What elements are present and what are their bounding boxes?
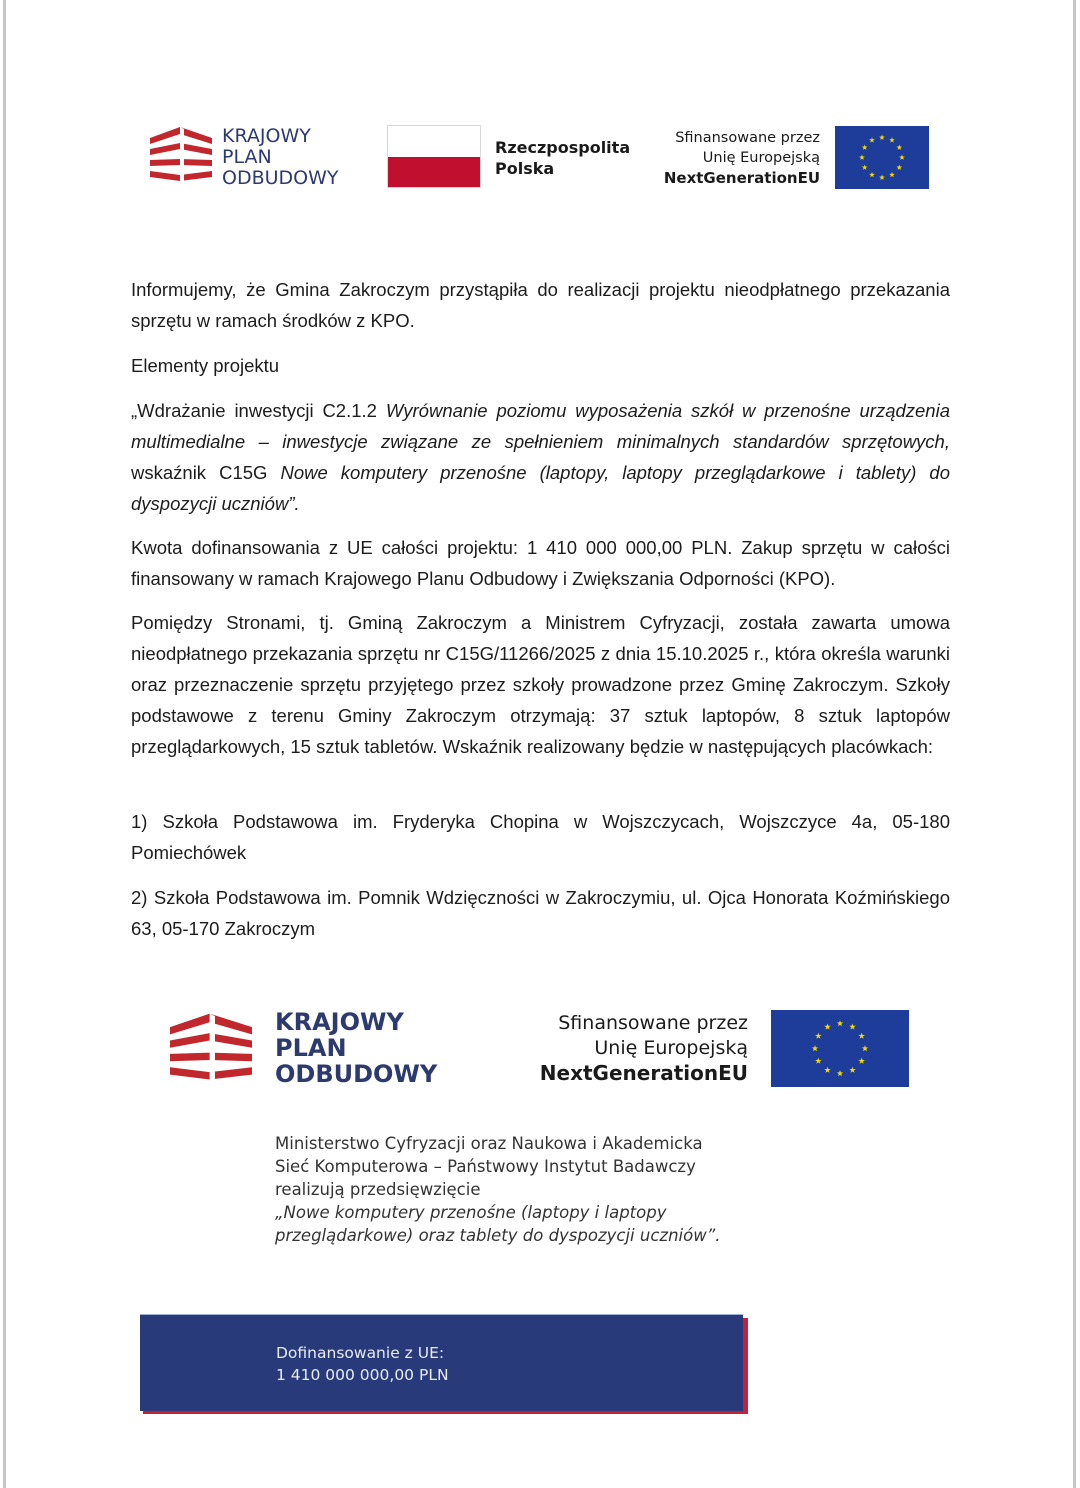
- funding-text: Kwota dofinansowania z UE całości projektu: 1 410 000 000,00 PLN. Zakup sprzętu w całości finansowany w ramach Krajowego Planu Odbudowy i Zwiększania Odporności (KPO).: [131, 537, 950, 589]
- eu-line-3: NextGenerationEU: [663, 169, 820, 187]
- eu-line-2: Unię Europejską: [702, 150, 820, 166]
- kpo-logo-text: [222, 126, 339, 189]
- polish-flag-icon: [387, 125, 481, 188]
- agreement-paragraph: [131, 607, 950, 762]
- kpo-line-3: ODBUDOWY: [222, 167, 339, 189]
- funding-paragraph: [131, 532, 950, 594]
- intro-text: Informujemy, że Gmina Zakroczym przystąpiła do realizacji projektu nieodpłatnego przekazania sprzętu w ramach środków z KPO.: [131, 279, 950, 331]
- section-heading-text: Elementy projektu: [131, 355, 280, 376]
- agreement-text: Pomiędzy Stronami, tj. Gminą Zakroczym a Ministrem Cyfryzacji, została zawarta umowa nieodpłatnego przekazania sprzętu nr C15G/11266/2025 z dnia 15.10.2025 r., która określa warunki oraz przeznaczenie sprzętu przyjętego przez szkoły prowadzone przez Gminę Zakroczym. Szkoły podstawowe z terenu Gminy Zakroczym otrzymają: 37 sztuk laptopów, 8 sztuk laptopów przeglądarkowych, 15 sztuk tabletów. Wskaźnik realizowany będzie w następujących placówkach:: [131, 612, 950, 757]
- page-edge-left: [3, 0, 6, 1488]
- quote-investment-title: Wyrównanie poziomu wyposażenia szkół w przenośne urządzenia multimedialne – inwestycje związane ze spełnieniem minimalnych standardów sprzętowych,: [131, 400, 950, 452]
- section-heading: [131, 350, 950, 381]
- quote-prefix: „Wdrażanie inwestycji C2.1.2: [131, 400, 386, 421]
- project-quote-paragraph: [131, 395, 950, 519]
- eu-flag-icon: [835, 126, 929, 189]
- kpo-logo-icon: [150, 124, 212, 188]
- eu-footer-line-2: Unię Europejską: [594, 1037, 748, 1059]
- ministry-project-line-2: przeglądarkowe) oraz tablety do dyspozycji uczniów”.: [275, 1226, 721, 1245]
- school-list-item: [131, 882, 950, 944]
- ministry-line-3: realizują przedsięwzięcie: [275, 1180, 481, 1199]
- ministry-project-line-1: „Nowe komputery przenośne (laptopy i laptopy: [275, 1203, 667, 1222]
- kpo-footer-logo-text: [275, 1009, 437, 1087]
- rp-line-2: Polska: [495, 159, 555, 178]
- eu-flag-icon: [771, 1010, 909, 1087]
- banner-label: Dofinansowanie z UE:: [276, 1344, 445, 1362]
- banner-amount: 1 410 000 000,00 PLN: [276, 1366, 449, 1384]
- eu-footer-line-1: Sfinansowane przez: [558, 1012, 748, 1034]
- quote-indicator-title: Nowe komputery przenośne (laptopy, laptopy przeglądarkowe i tablety) do dyspozycji uczniów”.: [131, 462, 950, 514]
- funding-banner: [140, 1314, 743, 1411]
- rp-line-1: Rzeczpospolita: [495, 138, 631, 157]
- kpo-footer-line-2: PLAN: [275, 1034, 347, 1062]
- eu-line-1: Sfinansowane przez: [675, 130, 820, 146]
- intro-paragraph: [131, 274, 950, 336]
- kpo-footer-line-3: ODBUDOWY: [275, 1060, 438, 1088]
- kpo-logo-icon: [170, 1010, 252, 1088]
- eu-footer-line-3: NextGenerationEU: [539, 1061, 748, 1085]
- ministry-line-1: Ministerstwo Cyfryzacji oraz Naukowa i Akademicka: [275, 1134, 703, 1153]
- kpo-line-2: PLAN: [222, 146, 272, 168]
- ministry-line-2: Sieć Komputerowa – Państwowy Instytut Badawczy: [275, 1157, 696, 1176]
- school-2-text: 2) Szkoła Podstawowa im. Pomnik Wdzięczności w Zakroczymiu, ul. Ojca Honorata Koźmińskiego 63, 05-170 Zakroczym: [131, 887, 950, 939]
- quote-indicator: wskaźnik C15G: [131, 462, 281, 483]
- kpo-footer-line-1: KRAJOWY: [275, 1008, 404, 1036]
- ministry-note: [275, 1132, 775, 1247]
- kpo-line-1: KRAJOWY: [222, 125, 311, 147]
- eu-footer-funding-text: [480, 1011, 748, 1086]
- eu-funding-text: [600, 128, 820, 188]
- school-1-text: 1) Szkoła Podstawowa im. Fryderyka Chopina w Wojszczycach, Wojszczyce 4a, 05-180 Pomiechówek: [131, 811, 950, 863]
- school-list-item: [131, 806, 950, 868]
- page-edge-right: [1073, 0, 1076, 1488]
